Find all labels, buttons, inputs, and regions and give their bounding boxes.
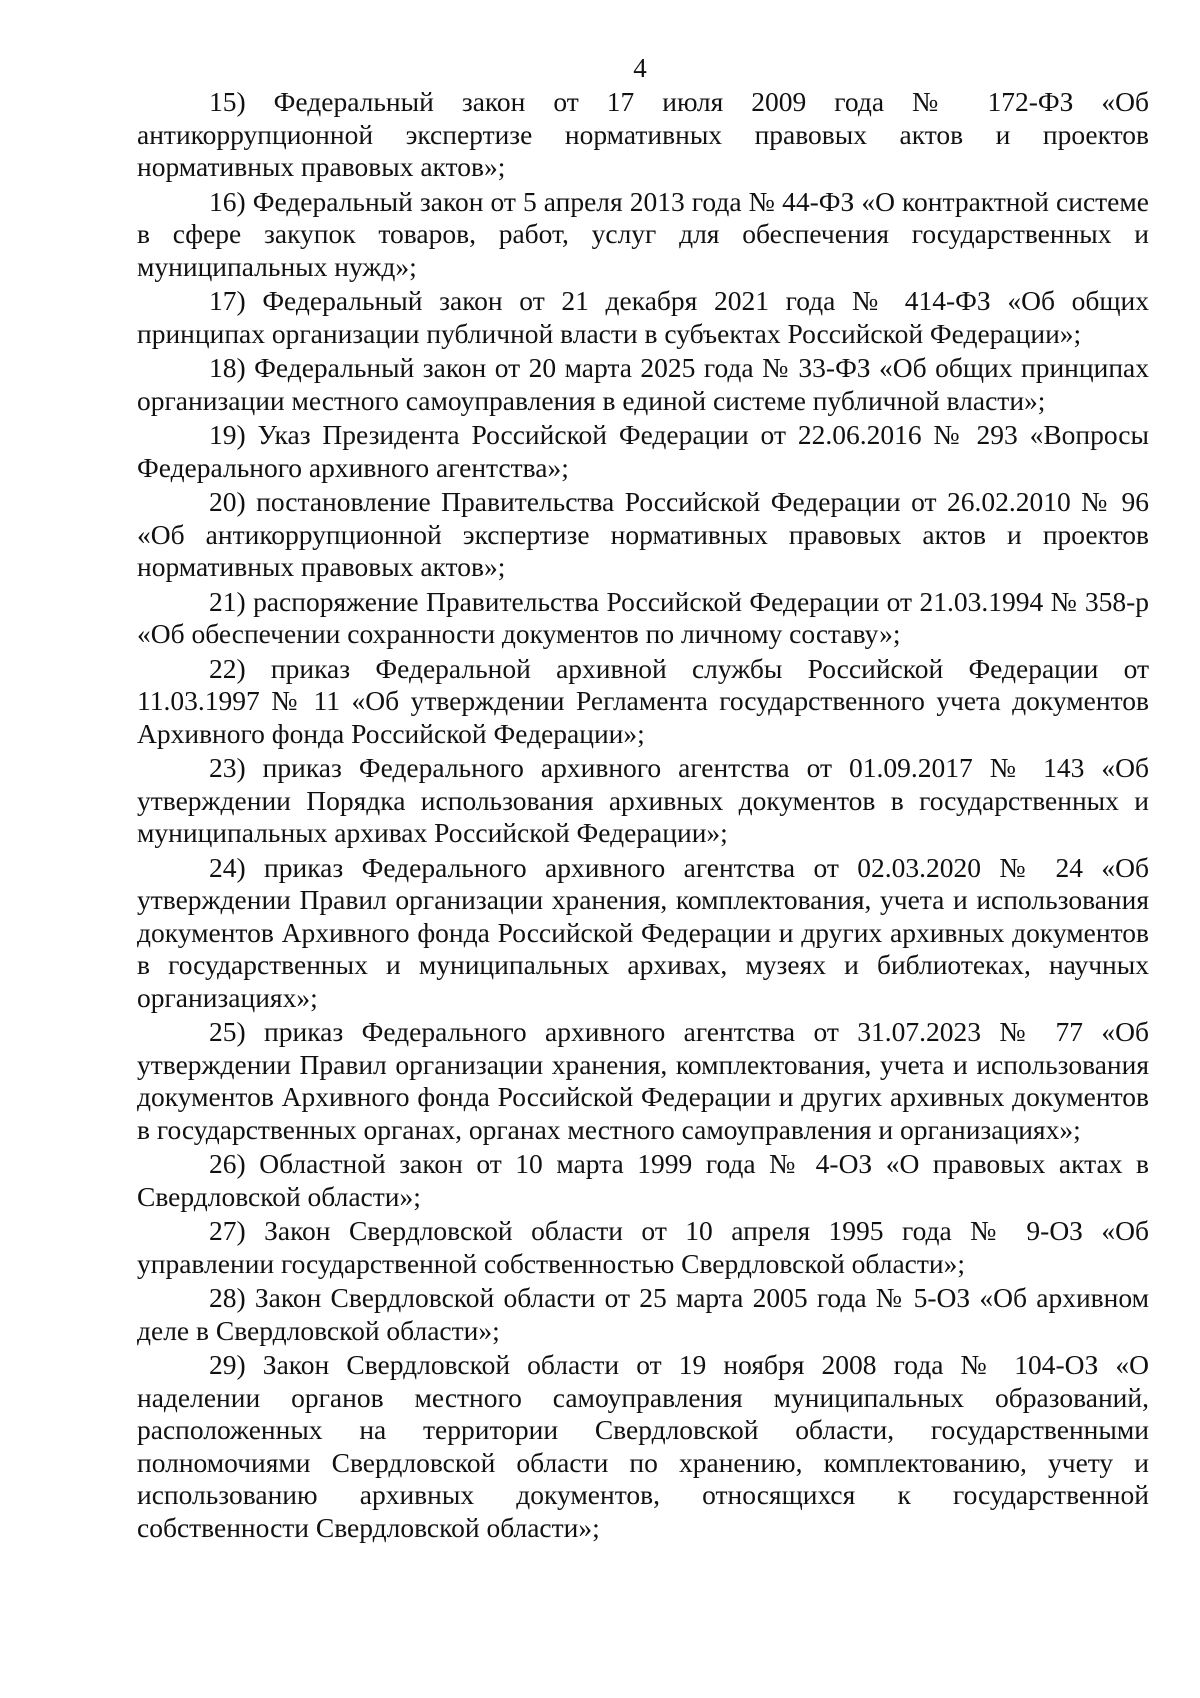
list-item: 17) Федеральный закон от 21 декабря 2021 года № 414-ФЗ «Об общих принципах организации публичной власти в субъектах Российской Федерации»;	[137, 285, 1149, 349]
list-item: 15) Федеральный закон от 17 июля 2009 года № 172-ФЗ «Об антикоррупционной экспертизе нормативных правовых актов и проектов нормативных правовых актов»;	[137, 86, 1149, 182]
list-item: 20) постановление Правительства Российской Федерации от 26.02.2010 № 96 «Об антикоррупционной экспертизе нормативных правовых актов и проектов нормативных правовых актов»;	[137, 486, 1149, 582]
list-item: 19) Указ Президента Российской Федерации от 22.06.2016 № 293 «Вопросы Федерального архивного агентства»;	[137, 419, 1149, 483]
list-item: 27) Закон Свердловской области от 10 апреля 1995 года № 9-ОЗ «Об управлении государственной собственностью Свердловской области»;	[137, 1215, 1149, 1279]
legal-acts-list	[137, 86, 1149, 1546]
list-item: 25) приказ Федерального архивного агентства от 31.07.2023 № 77 «Об утверждении Правил организации хранения, комплектования, учета и использования документов Архивного фонда Российской Федерации и других архивных документов в государственных органах, органах местного самоуправления и организациях»;	[137, 1016, 1149, 1145]
list-item: 16) Федеральный закон от 5 апреля 2013 года № 44-ФЗ «О контрактной системе в сфере закупок товаров, работ, услуг для обеспечения государственных и муниципальных нужд»;	[137, 185, 1149, 282]
list-item: 21) распоряжение Правительства Российской Федерации от 21.03.1994 № 358-р «Об обеспечении сохранности документов по личному составу»;	[137, 585, 1149, 649]
list-item: 24) приказ Федерального архивного агентства от 02.03.2020 № 24 «Об утверждении Правил организации хранения, комплектования, учета и использования документов Архивного фонда Российской Федерации и других архивных документов в государственных и муниципальных архивах, музеях и библиотеках, научных организациях»;	[137, 851, 1149, 1013]
list-item: 18) Федеральный закон от 20 марта 2025 года № 33-ФЗ «Об общих принципах организации местного самоуправления в единой системе публичной власти»;	[137, 352, 1149, 416]
list-item: 29) Закон Свердловской области от 19 ноября 2008 года № 104-ОЗ «О наделении органов местного самоуправления муниципальных образований, расположенных на территории Свердловской области, государственными полномочиями Свердловской области по хранению, комплектованию, учету и использованию архивных документов, относящихся к государственной собственности Свердловской области»;	[137, 1349, 1149, 1543]
list-item: 28) Закон Свердловской области от 25 марта 2005 года № 5-ОЗ «Об архивном деле в Свердловской области»;	[137, 1282, 1149, 1346]
list-item: 23) приказ Федерального архивного агентства от 01.09.2017 № 143 «Об утверждении Порядка использования архивных документов в государственных и муниципальных архивах Российской Федерации»;	[137, 752, 1149, 848]
page-number: 4	[633, 53, 647, 83]
list-item: 26) Областной закон от 10 марта 1999 года № 4-ОЗ «О правовых актах в Свердловской области»;	[137, 1148, 1149, 1212]
list-item: 22) приказ Федеральной архивной службы Российской Федерации от 11.03.1997 № 11 «Об утверждении Регламента государственного учета документов Архивного фонда Российской Федерации»;	[137, 652, 1149, 749]
